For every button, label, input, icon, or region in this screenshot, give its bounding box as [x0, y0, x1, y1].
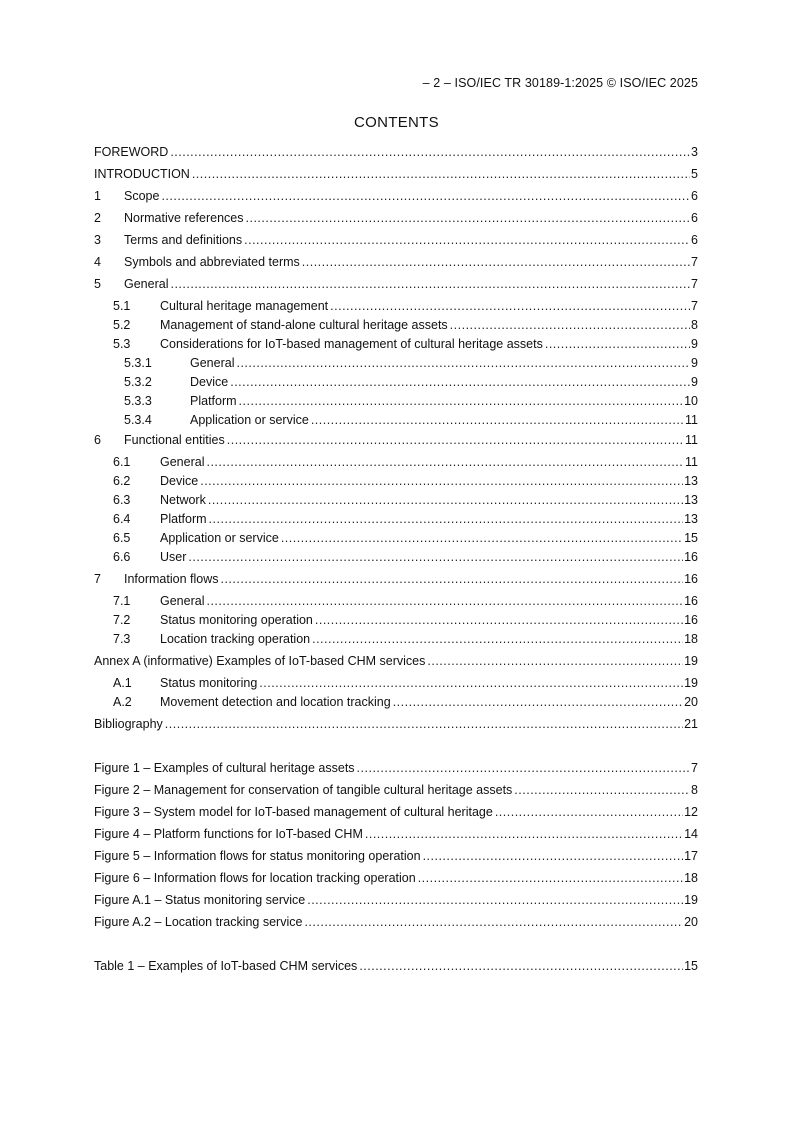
toc-entry-title: Figure 4 – Platform functions for IoT-based CHM: [94, 827, 363, 841]
toc-leader-dots: [246, 211, 691, 226]
toc-entry-number: A.1: [113, 676, 132, 690]
toc-entry[interactable]: [94, 474, 698, 489]
toc-page-number: 14: [684, 827, 698, 841]
toc-leader-dots: [208, 493, 683, 508]
toc-leader-dots: [200, 474, 683, 489]
toc-leader-dots: [236, 356, 690, 371]
toc-entry-title: Application or service: [190, 413, 309, 427]
toc-leader-dots: [315, 613, 683, 628]
toc-leader-dots: [311, 413, 684, 428]
toc-page-number: 9: [691, 375, 698, 389]
toc-entry[interactable]: [94, 375, 698, 390]
toc-leader-dots: [259, 676, 683, 691]
toc-page-number: 7: [691, 761, 698, 775]
toc-entry-number: 6: [94, 433, 101, 447]
toc-entry-number: 5.3.4: [124, 413, 152, 427]
figure-list-entry[interactable]: [94, 783, 698, 798]
toc-entry[interactable]: [94, 455, 698, 470]
toc-entry[interactable]: [94, 413, 698, 428]
toc-entry[interactable]: [94, 299, 698, 314]
toc-leader-dots: [495, 805, 683, 820]
toc-leader-dots: [307, 893, 683, 908]
toc-page-number: 18: [684, 871, 698, 885]
toc-leader-dots: [312, 632, 683, 647]
toc-entry-number: 5.2: [113, 318, 131, 332]
toc-leader-dots: [165, 717, 683, 732]
table-of-contents: [94, 145, 698, 974]
toc-entry-title: Figure 3 – System model for IoT-based management of cultural heritage: [94, 805, 493, 819]
toc-entry-title: General: [190, 356, 235, 370]
toc-leader-dots: [206, 455, 684, 470]
toc-entry-title: Location tracking operation: [160, 632, 311, 646]
toc-page-number: 19: [684, 893, 698, 907]
toc-entry[interactable]: [94, 676, 698, 691]
toc-entry-number: 6.1: [113, 455, 131, 469]
toc-page-number: 13: [684, 474, 698, 488]
toc-page-number: 15: [684, 531, 698, 545]
toc-leader-dots: [423, 849, 684, 864]
toc-entry-title: Table 1 – Examples of IoT-based CHM services: [94, 959, 358, 973]
toc-entry-number: 1: [94, 189, 101, 203]
toc-entry-number: 5.3: [113, 337, 131, 351]
toc-entry-number: 4: [94, 255, 101, 269]
toc-page-number: 7: [691, 255, 698, 269]
toc-entry-number: 5.3.3: [124, 394, 152, 408]
toc-entry-number: 6.6: [113, 550, 131, 564]
toc-entry-title: Bibliography: [94, 717, 163, 731]
toc-entry[interactable]: [94, 594, 698, 609]
toc-entry[interactable]: [94, 189, 698, 204]
toc-leader-dots: [302, 255, 690, 270]
toc-leader-dots: [170, 277, 690, 292]
toc-entry[interactable]: [94, 277, 698, 292]
toc-page-number: 19: [684, 654, 698, 668]
toc-page-number: 16: [684, 594, 698, 608]
toc-entry-number: 7.1: [113, 594, 131, 608]
toc-page-number: 5: [691, 167, 698, 181]
toc-leader-dots: [161, 189, 690, 204]
toc-leader-dots: [192, 167, 690, 182]
toc-entry-title: Symbols and abbreviated terms: [124, 255, 300, 269]
toc-page-number: 20: [684, 695, 698, 709]
toc-leader-dots: [239, 394, 684, 409]
toc-leader-dots: [365, 827, 683, 842]
toc-entry-title: Status monitoring: [160, 676, 258, 690]
toc-entry-number: 6.5: [113, 531, 131, 545]
toc-leader-dots: [281, 531, 683, 546]
toc-entry[interactable]: [94, 145, 698, 160]
table-list-entry[interactable]: [94, 959, 698, 974]
toc-entry[interactable]: [94, 211, 698, 226]
toc-entry-title: Platform: [190, 394, 237, 408]
toc-leader-dots: [206, 594, 683, 609]
toc-entry-number: 2: [94, 211, 101, 225]
toc-entry[interactable]: [94, 572, 698, 587]
toc-entry-title: Figure 6 – Information flows for location tracking operation: [94, 871, 416, 885]
page-header: – 2 – ISO/IEC TR 30189-1:2025 © ISO/IEC 2025: [422, 76, 698, 90]
toc-entry-title: Figure A.1 – Status monitoring service: [94, 893, 306, 907]
toc-page-number: 18: [684, 632, 698, 646]
toc-entry[interactable]: [94, 356, 698, 371]
toc-entry[interactable]: [94, 613, 698, 628]
toc-entry-title: FOREWORD: [94, 145, 169, 159]
toc-page-number: 9: [691, 337, 698, 351]
toc-entry-title: Functional entities: [124, 433, 225, 447]
toc-entry-title: Cultural heritage management: [160, 299, 329, 313]
toc-entry[interactable]: [94, 654, 698, 669]
toc-entry-title: INTRODUCTION: [94, 167, 190, 181]
toc-page-number: 12: [684, 805, 698, 819]
toc-entry-title: Information flows: [124, 572, 219, 586]
toc-leader-dots: [357, 761, 691, 776]
toc-entry-title: Movement detection and location tracking: [160, 695, 391, 709]
toc-entry-title: Platform: [160, 512, 207, 526]
toc-entry-title: User: [160, 550, 187, 564]
toc-page-number: 21: [684, 717, 698, 731]
toc-page-number: 19: [684, 676, 698, 690]
toc-entry-title: Terms and definitions: [124, 233, 243, 247]
toc-leader-dots: [427, 654, 683, 669]
toc-entry[interactable]: [94, 337, 698, 352]
toc-entry[interactable]: [94, 255, 698, 270]
toc-page-number: 6: [691, 233, 698, 247]
toc-entry-title: General: [124, 277, 169, 291]
toc-entry-title: General: [160, 594, 205, 608]
toc-page-number: 16: [684, 550, 698, 564]
toc-entry-title: Normative references: [124, 211, 244, 225]
toc-entry-title: Device: [190, 375, 229, 389]
toc-leader-dots: [188, 550, 683, 565]
figure-list-entry[interactable]: [94, 915, 698, 930]
toc-page-number: 11: [685, 455, 698, 469]
toc-page-number: 16: [684, 572, 698, 586]
figure-list-entry[interactable]: [94, 871, 698, 886]
toc-entry-title: Considerations for IoT-based management of cultural heritage assets: [160, 337, 543, 351]
toc-entry[interactable]: [94, 394, 698, 409]
toc-entry[interactable]: [94, 717, 698, 732]
toc-leader-dots: [393, 695, 683, 710]
toc-leader-dots: [304, 915, 683, 930]
toc-entry-title: Network: [160, 493, 206, 507]
figure-list-entry[interactable]: [94, 849, 698, 864]
toc-entry-number: 5.3.1: [124, 356, 152, 370]
figure-list-entry[interactable]: [94, 893, 698, 908]
toc-page-number: 11: [685, 433, 698, 447]
toc-page-number: 10: [684, 394, 698, 408]
toc-entry-number: A.2: [113, 695, 132, 709]
toc-page-number: 7: [691, 299, 698, 313]
toc-entry-title: Figure A.2 – Location tracking service: [94, 915, 303, 929]
toc-leader-dots: [514, 783, 690, 798]
toc-entry[interactable]: [94, 632, 698, 647]
toc-entry[interactable]: [94, 433, 698, 448]
toc-entry-number: 6.4: [113, 512, 131, 526]
toc-entry-number: 7: [94, 572, 101, 586]
toc-entry-title: Management of stand-alone cultural heritage assets: [160, 318, 448, 332]
toc-entry-number: 5.1: [113, 299, 131, 313]
toc-entry-number: 5.3.2: [124, 375, 152, 389]
toc-page-number: 8: [691, 783, 698, 797]
toc-entry-number: 3: [94, 233, 101, 247]
figure-list-entry[interactable]: [94, 761, 698, 776]
toc-entry-number: 6.2: [113, 474, 131, 488]
toc-leader-dots: [450, 318, 690, 333]
toc-leader-dots: [359, 959, 683, 974]
toc-leader-dots: [244, 233, 690, 248]
toc-entry[interactable]: [94, 233, 698, 248]
toc-entry[interactable]: [94, 167, 698, 182]
toc-entry-title: Figure 2 – Management for conservation of tangible cultural heritage assets: [94, 783, 513, 797]
toc-leader-dots: [545, 337, 690, 352]
toc-page-number: 13: [684, 493, 698, 507]
toc-entry-title: Figure 1 – Examples of cultural heritage assets: [94, 761, 355, 775]
toc-leader-dots: [230, 375, 690, 390]
toc-leader-dots: [220, 572, 683, 587]
toc-entry-title: Application or service: [160, 531, 279, 545]
toc-leader-dots: [227, 433, 684, 448]
toc-page-number: 7: [691, 277, 698, 291]
toc-entry[interactable]: [94, 318, 698, 333]
toc-leader-dots: [170, 145, 690, 160]
toc-entry[interactable]: [94, 512, 698, 527]
toc-leader-dots: [209, 512, 684, 527]
toc-entry-title: Scope: [124, 189, 160, 203]
toc-page-number: 15: [684, 959, 698, 973]
toc-entry-number: 5: [94, 277, 101, 291]
figure-list-entry[interactable]: [94, 827, 698, 842]
toc-leader-dots: [330, 299, 690, 314]
toc-entry-number: 6.3: [113, 493, 131, 507]
toc-entry-title: Device: [160, 474, 199, 488]
toc-entry[interactable]: [94, 695, 698, 710]
toc-page-number: 8: [691, 318, 698, 332]
toc-page-number: 3: [691, 145, 698, 159]
toc-page-number: 13: [684, 512, 698, 526]
toc-leader-dots: [418, 871, 683, 886]
figure-list-entry[interactable]: [94, 805, 698, 820]
toc-entry-title: Annex A (informative) Examples of IoT-based CHM services: [94, 654, 426, 668]
toc-entry-number: 7.2: [113, 613, 131, 627]
toc-entry[interactable]: [94, 550, 698, 565]
toc-entry-title: Status monitoring operation: [160, 613, 313, 627]
toc-entry-title: General: [160, 455, 205, 469]
toc-entry-number: 7.3: [113, 632, 131, 646]
toc-page-number: 9: [691, 356, 698, 370]
toc-page-number: 16: [684, 613, 698, 627]
toc-page-number: 6: [691, 211, 698, 225]
toc-page-number: 11: [685, 413, 698, 427]
page-title: CONTENTS: [354, 114, 439, 131]
toc-page-number: 17: [684, 849, 698, 863]
toc-page-number: 20: [684, 915, 698, 929]
toc-entry-title: Figure 5 – Information flows for status monitoring operation: [94, 849, 421, 863]
toc-page-number: 6: [691, 189, 698, 203]
toc-entry[interactable]: [94, 531, 698, 546]
toc-entry[interactable]: [94, 493, 698, 508]
